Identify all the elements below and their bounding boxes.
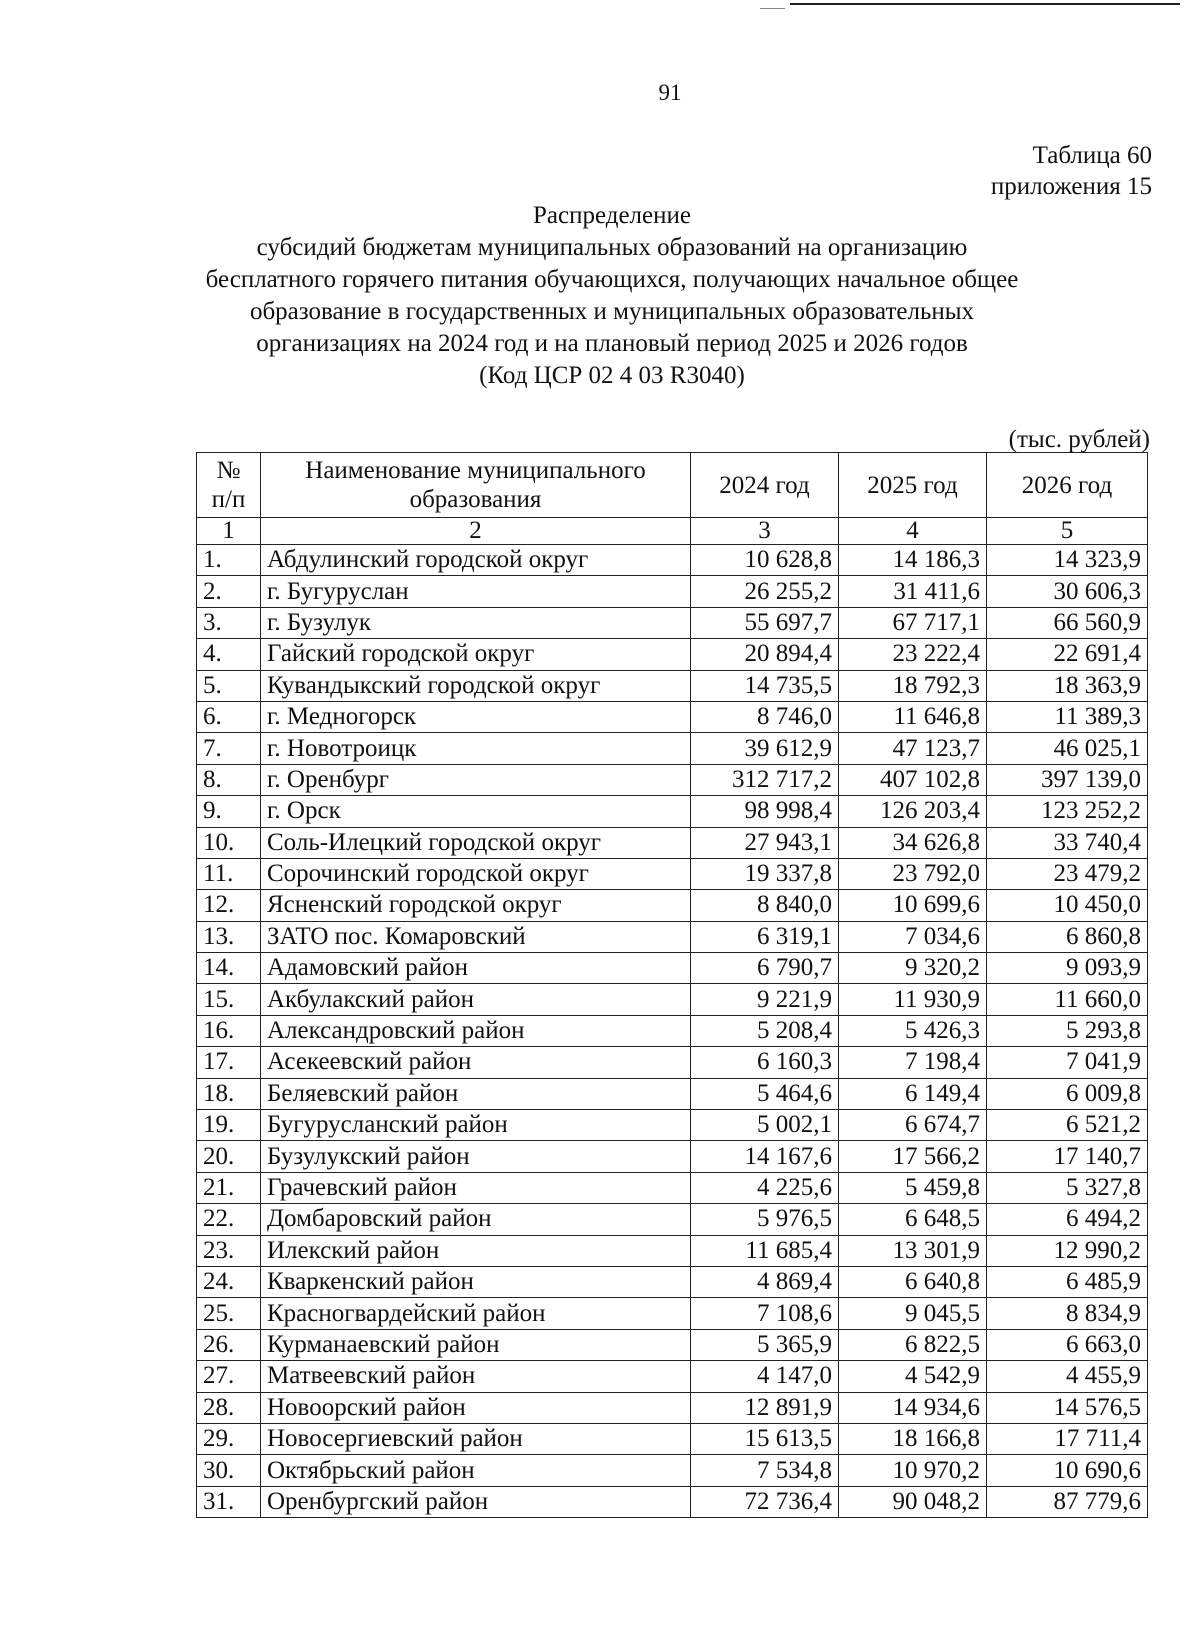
row-value-2026: 14 323,9 <box>987 545 1148 576</box>
top-rule <box>790 3 1180 5</box>
row-name: Соль-Илецкий городской округ <box>261 827 691 858</box>
row-value-2025: 18 792,3 <box>839 670 987 701</box>
row-value-2026: 18 363,9 <box>987 670 1148 701</box>
title-code: (Код ЦСР 02 4 03 R3040) <box>479 362 745 389</box>
top-rule-fragment <box>760 8 785 9</box>
table-row <box>197 1361 1148 1392</box>
header-2024: 2024 год <box>691 453 839 518</box>
row-name: Гайский городской округ <box>261 639 691 670</box>
table-reference-appendix: приложения 15 <box>990 173 1152 200</box>
table-row <box>197 1141 1148 1172</box>
row-value-2024: 20 894,4 <box>691 639 839 670</box>
row-value-2025: 14 186,3 <box>839 545 987 576</box>
row-value-2026: 17 140,7 <box>987 1141 1148 1172</box>
row-value-2026: 66 560,9 <box>987 607 1148 638</box>
row-number: 7. <box>197 733 261 764</box>
row-name: г. Медногорск <box>261 701 691 732</box>
column-number: 2 <box>261 518 691 545</box>
row-number: 30. <box>197 1455 261 1486</box>
row-value-2024: 7 534,8 <box>691 1455 839 1486</box>
header-name-line2: образования <box>409 486 542 513</box>
row-value-2024: 26 255,2 <box>691 576 839 607</box>
row-value-2024: 12 891,9 <box>691 1392 839 1423</box>
table-row <box>197 1266 1148 1297</box>
row-number: 6. <box>197 701 261 732</box>
row-value-2026: 9 093,9 <box>987 953 1148 984</box>
row-value-2026: 46 025,1 <box>987 733 1148 764</box>
table-row <box>197 639 1148 670</box>
table-reference-number: Таблица 60 <box>1032 142 1152 169</box>
row-value-2026: 10 690,6 <box>987 1455 1148 1486</box>
row-number: 29. <box>197 1423 261 1454</box>
row-name: Акбулакский район <box>261 984 691 1015</box>
row-value-2024: 5 002,1 <box>691 1110 839 1141</box>
row-value-2026: 23 479,2 <box>987 858 1148 889</box>
table-row <box>197 1078 1148 1109</box>
row-name: Грачевский район <box>261 1172 691 1203</box>
row-value-2024: 5 208,4 <box>691 1015 839 1046</box>
table-row <box>197 1392 1148 1423</box>
table-row <box>197 1204 1148 1235</box>
row-name: Ясненский городской округ <box>261 890 691 921</box>
title-line-3: бесплатного горячего питания обучающихся, получающих начальное общее <box>205 266 1019 293</box>
row-value-2026: 11 389,3 <box>987 701 1148 732</box>
row-value-2026: 6 521,2 <box>987 1110 1148 1141</box>
row-value-2024: 19 337,8 <box>691 858 839 889</box>
row-value-2024: 8 746,0 <box>691 701 839 732</box>
row-value-2024: 8 840,0 <box>691 890 839 921</box>
row-name: г. Бугуруслан <box>261 576 691 607</box>
table-row <box>197 576 1148 607</box>
table-row <box>197 827 1148 858</box>
row-number: 27. <box>197 1361 261 1392</box>
table-row <box>197 1172 1148 1203</box>
row-value-2025: 31 411,6 <box>839 576 987 607</box>
row-value-2024: 27 943,1 <box>691 827 839 858</box>
row-value-2026: 4 455,9 <box>987 1361 1148 1392</box>
row-value-2024: 98 998,4 <box>691 796 839 827</box>
row-number: 20. <box>197 1141 261 1172</box>
row-name: Адамовский район <box>261 953 691 984</box>
row-number: 31. <box>197 1486 261 1517</box>
title-line-1: Распределение <box>533 202 691 229</box>
column-numbers-row <box>197 518 1148 545</box>
row-name: Красногвардейский район <box>261 1298 691 1329</box>
table-row <box>197 701 1148 732</box>
row-value-2025: 6 674,7 <box>839 1110 987 1141</box>
table-row <box>197 1423 1148 1454</box>
row-name: Матвеевский район <box>261 1361 691 1392</box>
row-value-2025: 10 970,2 <box>839 1455 987 1486</box>
row-value-2024: 5 464,6 <box>691 1078 839 1109</box>
row-value-2024: 4 869,4 <box>691 1266 839 1297</box>
table-row <box>197 984 1148 1015</box>
row-name: Бугурусланский район <box>261 1110 691 1141</box>
row-value-2025: 23 222,4 <box>839 639 987 670</box>
row-value-2026: 8 834,9 <box>987 1298 1148 1329</box>
row-value-2026: 33 740,4 <box>987 827 1148 858</box>
table-row <box>197 1298 1148 1329</box>
row-value-2025: 5 426,3 <box>839 1015 987 1046</box>
row-value-2026: 123 252,2 <box>987 796 1148 827</box>
row-value-2026: 22 691,4 <box>987 639 1148 670</box>
header-2025: 2025 год <box>839 453 987 518</box>
row-value-2025: 17 566,2 <box>839 1141 987 1172</box>
row-name: Сорочинский городской округ <box>261 858 691 889</box>
row-value-2025: 6 648,5 <box>839 1204 987 1235</box>
row-number: 15. <box>197 984 261 1015</box>
table-row <box>197 890 1148 921</box>
column-number: 5 <box>987 518 1148 545</box>
row-value-2026: 17 711,4 <box>987 1423 1148 1454</box>
column-number: 4 <box>839 518 987 545</box>
row-number: 10. <box>197 827 261 858</box>
row-value-2025: 23 792,0 <box>839 858 987 889</box>
table-row <box>197 953 1148 984</box>
row-value-2025: 14 934,6 <box>839 1392 987 1423</box>
row-name: Домбаровский район <box>261 1204 691 1235</box>
row-number: 12. <box>197 890 261 921</box>
row-value-2024: 14 735,5 <box>691 670 839 701</box>
header-name <box>261 453 691 518</box>
row-number: 11. <box>197 858 261 889</box>
row-value-2025: 34 626,8 <box>839 827 987 858</box>
row-value-2026: 87 779,6 <box>987 1486 1148 1517</box>
row-number: 24. <box>197 1266 261 1297</box>
row-value-2024: 11 685,4 <box>691 1235 839 1266</box>
row-number: 9. <box>197 796 261 827</box>
row-number: 13. <box>197 921 261 952</box>
table-row <box>197 1455 1148 1486</box>
column-number: 1 <box>197 518 261 545</box>
row-number: 5. <box>197 670 261 701</box>
row-name: г. Новотроицк <box>261 733 691 764</box>
page-number: 91 <box>658 80 682 105</box>
row-name: Асекеевский район <box>261 1047 691 1078</box>
table-header-row <box>197 453 1148 518</box>
row-number: 8. <box>197 764 261 795</box>
row-value-2026: 11 660,0 <box>987 984 1148 1015</box>
row-value-2024: 4 147,0 <box>691 1361 839 1392</box>
row-value-2024: 10 628,8 <box>691 545 839 576</box>
row-value-2025: 7 198,4 <box>839 1047 987 1078</box>
row-value-2024: 6 160,3 <box>691 1047 839 1078</box>
table-row <box>197 545 1148 576</box>
row-name: Беляевский район <box>261 1078 691 1109</box>
document-title <box>32 200 1192 392</box>
table-row <box>197 1110 1148 1141</box>
row-value-2026: 6 485,9 <box>987 1266 1148 1297</box>
header-number-line2: п/п <box>211 486 246 513</box>
row-value-2026: 6 663,0 <box>987 1329 1148 1360</box>
header-number <box>197 453 261 518</box>
row-value-2026: 7 041,9 <box>987 1047 1148 1078</box>
row-value-2024: 5 976,5 <box>691 1204 839 1235</box>
table-row <box>197 796 1148 827</box>
row-value-2024: 5 365,9 <box>691 1329 839 1360</box>
row-value-2025: 9 320,2 <box>839 953 987 984</box>
row-value-2026: 397 139,0 <box>987 764 1148 795</box>
row-value-2024: 72 736,4 <box>691 1486 839 1517</box>
row-number: 21. <box>197 1172 261 1203</box>
row-number: 16. <box>197 1015 261 1046</box>
units-note: (тыс. рублей) <box>1008 426 1150 453</box>
table-row <box>197 607 1148 638</box>
row-value-2025: 10 699,6 <box>839 890 987 921</box>
row-value-2025: 11 646,8 <box>839 701 987 732</box>
row-value-2024: 4 225,6 <box>691 1172 839 1203</box>
table-row <box>197 858 1148 889</box>
row-name: г. Бузулук <box>261 607 691 638</box>
row-number: 18. <box>197 1078 261 1109</box>
row-name: Кваркенский район <box>261 1266 691 1297</box>
row-number: 2. <box>197 576 261 607</box>
table-reference <box>991 140 1152 202</box>
row-value-2026: 12 990,2 <box>987 1235 1148 1266</box>
row-number: 3. <box>197 607 261 638</box>
row-value-2025: 67 717,1 <box>839 607 987 638</box>
row-value-2026: 5 327,8 <box>987 1172 1148 1203</box>
row-value-2024: 15 613,5 <box>691 1423 839 1454</box>
row-name: Александровский район <box>261 1015 691 1046</box>
row-value-2025: 6 149,4 <box>839 1078 987 1109</box>
row-value-2024: 55 697,7 <box>691 607 839 638</box>
row-value-2025: 9 045,5 <box>839 1298 987 1329</box>
row-value-2026: 30 606,3 <box>987 576 1148 607</box>
title-line-5: организациях на 2024 год и на плановый период 2025 и 2026 годов <box>256 330 968 357</box>
row-name: Курманаевский район <box>261 1329 691 1360</box>
table-row <box>197 1235 1148 1266</box>
row-name: Новоорский район <box>261 1392 691 1423</box>
row-value-2025: 18 166,8 <box>839 1423 987 1454</box>
row-value-2024: 14 167,6 <box>691 1141 839 1172</box>
row-value-2024: 7 108,6 <box>691 1298 839 1329</box>
table-row <box>197 921 1148 952</box>
row-value-2026: 10 450,0 <box>987 890 1148 921</box>
table-row <box>197 764 1148 795</box>
title-line-4: образование в государственных и муниципальных образовательных <box>249 298 975 325</box>
row-number: 14. <box>197 953 261 984</box>
table-row <box>197 733 1148 764</box>
row-name: г. Оренбург <box>261 764 691 795</box>
row-value-2025: 11 930,9 <box>839 984 987 1015</box>
row-number: 4. <box>197 639 261 670</box>
row-name: Бузулукский район <box>261 1141 691 1172</box>
table-row <box>197 670 1148 701</box>
row-value-2025: 90 048,2 <box>839 1486 987 1517</box>
row-value-2025: 5 459,8 <box>839 1172 987 1203</box>
table-row <box>197 1329 1148 1360</box>
distribution-table <box>196 452 1148 1518</box>
row-number: 17. <box>197 1047 261 1078</box>
row-value-2024: 39 612,9 <box>691 733 839 764</box>
row-value-2025: 6 640,8 <box>839 1266 987 1297</box>
row-value-2025: 4 542,9 <box>839 1361 987 1392</box>
row-value-2024: 312 717,2 <box>691 764 839 795</box>
table-row <box>197 1047 1148 1078</box>
row-name: Кувандыкский городской округ <box>261 670 691 701</box>
row-name: Оренбургский район <box>261 1486 691 1517</box>
row-name: Октябрьский район <box>261 1455 691 1486</box>
header-2026: 2026 год <box>987 453 1148 518</box>
row-number: 22. <box>197 1204 261 1235</box>
row-value-2026: 6 009,8 <box>987 1078 1148 1109</box>
row-value-2025: 6 822,5 <box>839 1329 987 1360</box>
row-value-2026: 6 860,8 <box>987 921 1148 952</box>
column-number: 3 <box>691 518 839 545</box>
row-value-2026: 6 494,2 <box>987 1204 1148 1235</box>
table-row <box>197 1015 1148 1046</box>
table-row <box>197 1486 1148 1517</box>
row-name: Новосергиевский район <box>261 1423 691 1454</box>
row-value-2025: 407 102,8 <box>839 764 987 795</box>
row-name: Илекский район <box>261 1235 691 1266</box>
title-line-2: субсидий бюджетам муниципальных образований на организацию <box>256 234 968 261</box>
row-value-2025: 126 203,4 <box>839 796 987 827</box>
row-value-2026: 5 293,8 <box>987 1015 1148 1046</box>
row-number: 19. <box>197 1110 261 1141</box>
header-number-line1: № <box>216 457 241 484</box>
row-value-2026: 14 576,5 <box>987 1392 1148 1423</box>
row-name: ЗАТО пос. Комаровский <box>261 921 691 952</box>
row-value-2025: 13 301,9 <box>839 1235 987 1266</box>
row-number: 1. <box>197 545 261 576</box>
row-value-2024: 6 319,1 <box>691 921 839 952</box>
row-value-2024: 9 221,9 <box>691 984 839 1015</box>
row-name: г. Орск <box>261 796 691 827</box>
row-number: 26. <box>197 1329 261 1360</box>
row-value-2024: 6 790,7 <box>691 953 839 984</box>
row-value-2025: 47 123,7 <box>839 733 987 764</box>
header-name-line1: Наименование муниципального <box>305 457 646 484</box>
row-value-2025: 7 034,6 <box>839 921 987 952</box>
row-number: 23. <box>197 1235 261 1266</box>
row-number: 28. <box>197 1392 261 1423</box>
row-number: 25. <box>197 1298 261 1329</box>
row-name: Абдулинский городской округ <box>261 545 691 576</box>
